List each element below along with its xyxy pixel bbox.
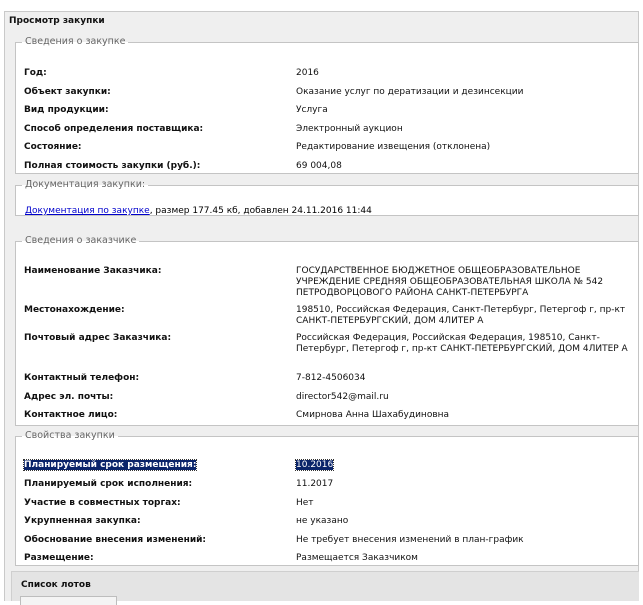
purchase-properties-section: [15, 431, 639, 566]
lots-section: [11, 571, 639, 601]
supplier-method-value: Электронный аукцион: [296, 124, 403, 134]
joint-tender-value: Нет: [296, 498, 314, 508]
documentation-legend: Документация закупки:: [25, 179, 146, 190]
placement-label: Размещение:: [24, 553, 94, 563]
consolidated-label: Укрупненная закупка:: [24, 516, 141, 526]
documentation-section: [15, 180, 639, 216]
customer-info-legend: Сведения о заказчике: [25, 235, 137, 246]
product-type-label: Вид продукции:: [24, 105, 109, 115]
postal-address-label: Почтовый адрес Заказчика:: [24, 333, 172, 343]
postal-address-value: Российская Федерация, Российская Федерация, 198510, Санкт-Петербург, Петергоф г, пр-кт САНКТ-ПЕТЕРБУРГСКИЙ, ДОМ 4ЛИТЕР А: [296, 333, 628, 354]
planned-placement-label: Планируемый срок размещения:: [24, 460, 197, 470]
change-reason-value: Не требует внесения изменений в план-график: [296, 535, 524, 545]
email-label: Адрес эл. почты:: [24, 392, 114, 402]
documentation-link[interactable]: Документация по закупке: [25, 206, 150, 216]
phone-label: Контактный телефон:: [24, 373, 140, 383]
page-title: Просмотр закупки: [9, 16, 105, 26]
customer-name-label: Наименование Заказчика:: [24, 266, 162, 276]
email-value: director542@mail.ru: [296, 392, 389, 402]
object-value: Оказание услуг по дератизации и дезинсекции: [296, 87, 524, 97]
total-cost-value: 69 004,08: [296, 161, 342, 171]
customer-info-section: [15, 236, 639, 426]
customer-name-value: ГОСУДАРСТВЕННОЕ БЮДЖЕТНОЕ ОБЩЕОБРАЗОВАТЕЛЬНОЕ УЧРЕЖДЕНИЕ СРЕДНЯЯ ОБЩЕОБРАЗОВАТЕЛЬНАЯ ШКОЛА № 542 ПЕТРОДВОРЦОВОГО РАЙОНА САНКТ-ПЕТЕРБУРГА: [296, 266, 604, 298]
placement-value: Размещается Заказчиком: [296, 553, 418, 563]
state-label: Состояние:: [24, 142, 82, 152]
contact-person-value: Смирнова Анна Шахабудиновна: [296, 410, 450, 420]
planned-execution-value: 11.2017: [296, 479, 334, 489]
planned-placement-value: 10.2016: [296, 460, 334, 470]
year-value: 2016: [296, 68, 319, 78]
purchase-properties-legend: Свойства закупки: [25, 430, 115, 441]
documentation-details: , размер 177.45 кб, добавлен 24.11.2016 11:44: [149, 206, 372, 216]
product-type-value: Услуга: [296, 105, 328, 115]
consolidated-value: не указано: [296, 516, 349, 526]
planned-execution-label: Планируемый срок исполнения:: [24, 479, 193, 489]
location-value: 198510, Российская Федерация, Санкт-Петербург, Петергоф г, пр-кт САНКТ-ПЕТЕРБУРГСКИЙ, ДОМ 4ЛИТЕР А: [296, 305, 626, 326]
location-label: Местонахождение:: [24, 305, 125, 315]
contact-person-label: Контактное лицо:: [24, 410, 118, 420]
state-value: Редактирование извещения (отклонена): [296, 142, 491, 152]
joint-tender-label: Участие в совместных торгах:: [24, 498, 181, 508]
phone-value: 7-812-4506034: [296, 373, 366, 383]
lots-title: Список лотов: [21, 580, 91, 590]
purchase-info-section: [15, 37, 639, 174]
change-reason-label: Обоснование внесения изменений:: [24, 535, 207, 545]
object-label: Объект закупки:: [24, 87, 111, 97]
total-cost-label: Полная стоимость закупки (руб.):: [24, 161, 201, 171]
purchase-info-legend: Сведения о закупке: [25, 36, 126, 47]
supplier-method-label: Способ определения поставщика:: [24, 124, 204, 134]
documentation-row: [25, 206, 643, 216]
year-label: Год:: [24, 68, 47, 78]
